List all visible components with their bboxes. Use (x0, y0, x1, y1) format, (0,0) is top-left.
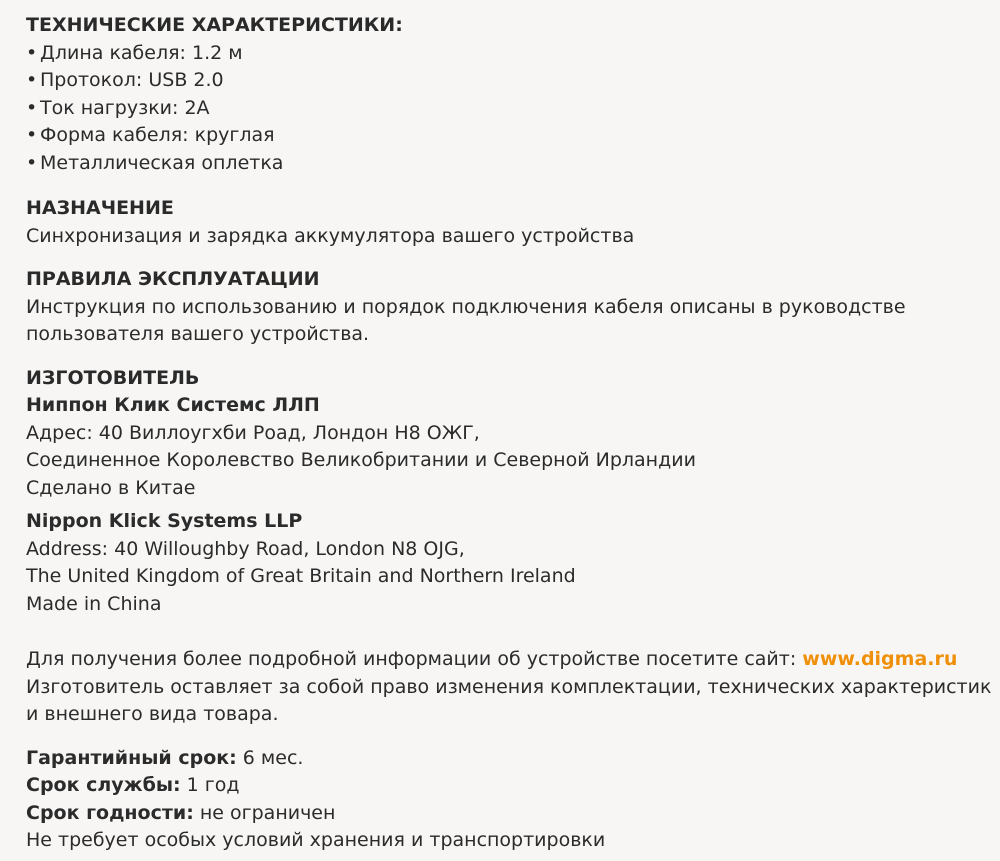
purpose-heading: НАЗНАЧЕНИЕ (26, 197, 174, 219)
shelf-life-value: не ограничен (193, 801, 336, 824)
bullet-icon: • (26, 124, 38, 146)
warranty-label: Гарантийный срок: (26, 746, 237, 769)
warranty-value: 6 мес. (236, 746, 304, 769)
spec-protocol: Протокол: USB 2.0 (40, 69, 224, 91)
manufacturer-origin-en: Made in China (26, 592, 162, 615)
info-line-3: и внешнего вида товара. (26, 703, 279, 725)
spec-load-current: Ток нагрузки: 2А (40, 96, 210, 119)
manufacturer-section (26, 365, 986, 619)
warranty-line (26, 745, 986, 773)
bullet-icon: • (26, 151, 38, 174)
spec-cable-shape: Форма кабеля: круглая (40, 124, 275, 146)
list-item (26, 40, 986, 68)
list-item (26, 122, 986, 150)
shelf-life-line (26, 800, 986, 828)
terms-section (26, 745, 986, 855)
list-item (26, 95, 986, 123)
manufacturer-name-ru: Ниппон Клик Системс ЛЛП (26, 394, 320, 416)
bullet-icon: • (26, 41, 38, 64)
rules-section (26, 266, 986, 349)
spec-braid: Металлическая оплетка (40, 151, 284, 174)
bullet-icon: • (26, 69, 38, 91)
specs-section (26, 12, 986, 177)
manufacturer-origin-ru: Сделано в Китае (26, 476, 196, 499)
document-page (26, 12, 992, 855)
service-life-label: Срок службы: (26, 774, 181, 796)
info-line-2: Изготовитель оставляет за собой право изменения комплектации, технических характеристик (26, 675, 992, 698)
manufacturer-heading: ИЗГОТОВИТЕЛЬ (26, 366, 200, 389)
service-life-line (26, 772, 986, 800)
spec-cable-length: Длина кабеля: 1.2 м (40, 41, 243, 64)
manufacturer-address-en-1: Address: 40 Willoughby Road, London N8 OJG, (26, 537, 465, 560)
rules-line-2: пользователя вашего устройства. (26, 323, 370, 345)
manufacturer-address-ru-2: Соединенное Королевство Великобритании и Северной Ирландии (26, 449, 696, 471)
purpose-text: Синхронизация и зарядка аккумулятора вашего устройства (26, 224, 635, 247)
list-item (26, 150, 986, 178)
purpose-section (26, 195, 986, 250)
website-link[interactable]: www.digma.ru (802, 648, 958, 670)
manufacturer-address-ru-1: Адрес: 40 Виллоугхби Роад, Лондон Н8 ОЖГ, (26, 421, 480, 444)
info-line-1 (26, 646, 986, 674)
rules-line-1: Инструкция по использованию и порядок подключения кабеля описаны в руководстве (26, 295, 906, 318)
storage-note: Не требует особых условий хранения и транспортировки (26, 829, 606, 851)
rules-heading: ПРАВИЛА ЭКСПЛУАТАЦИИ (26, 268, 320, 290)
specs-list (26, 40, 986, 178)
info-website-prefix: Для получения более подробной информации об устройстве посетите сайт: (26, 648, 803, 670)
manufacturer-address-en-2: The United Kingdom of Great Britain and Northern Ireland (26, 565, 576, 587)
bullet-icon: • (26, 96, 38, 119)
info-section (26, 646, 992, 729)
list-item (26, 67, 986, 95)
service-life-value: 1 год (180, 774, 240, 796)
manufacturer-name-en: Nippon Klick Systems LLP (26, 510, 303, 532)
specs-heading: ТЕХНИЧЕСКИЕ ХАРАКТЕРИСТИКИ: (26, 14, 403, 36)
shelf-life-label: Срок годности: (26, 801, 194, 824)
